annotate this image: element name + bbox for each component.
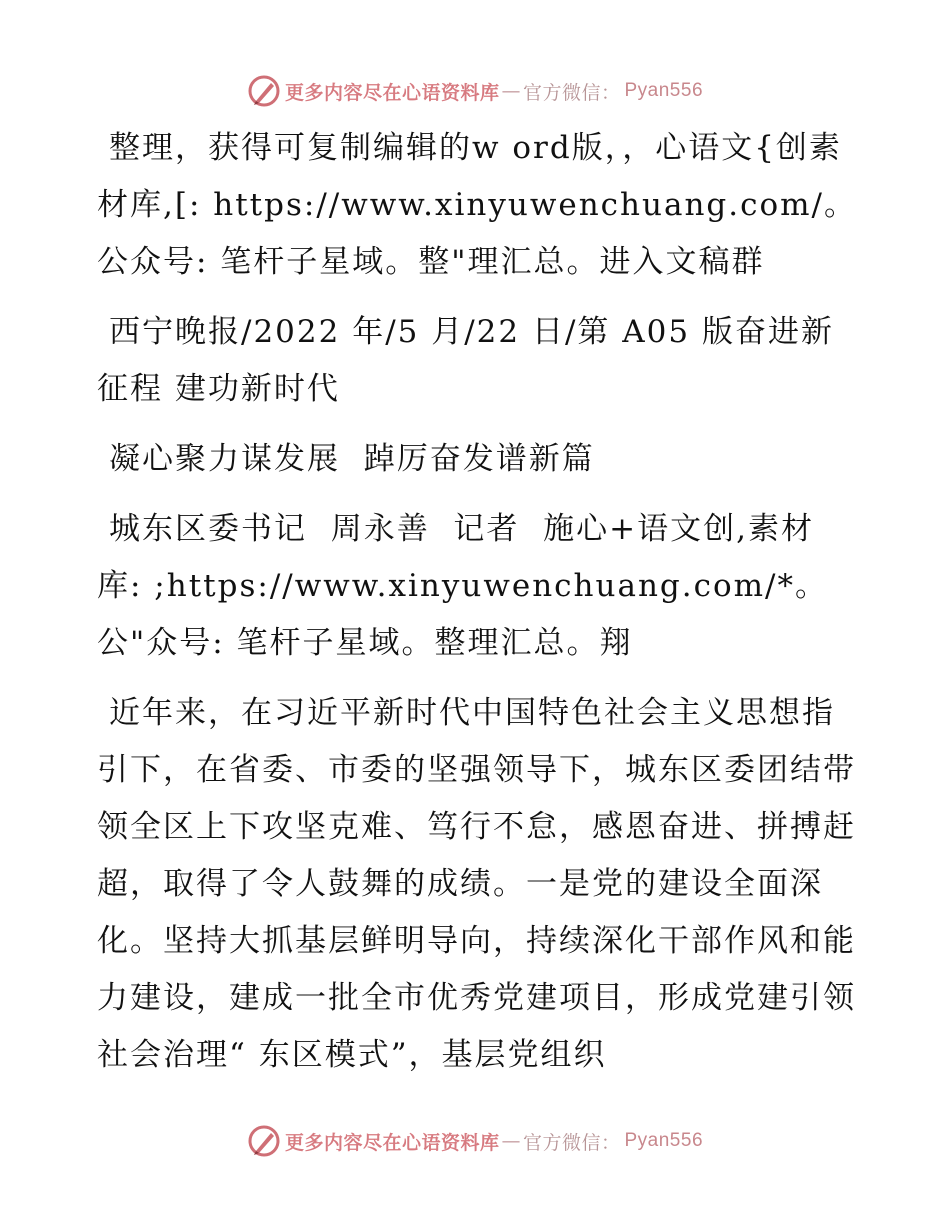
- document-body: [97, 120, 857, 1097]
- header-watermark: [0, 71, 950, 111]
- paragraph-body: 近年来，在习近平新时代中国特色社会主义思想指引下，在省委、市委的坚强领导下，城东区委团结带领全区上下攻坚克难、笃行不怠，感恩奋进、拼搏赶超，取得了令人鼓舞的成绩。一是党的建设全面深化。坚持大抓基层鲜明导向，持续深化干部作风和能力建设，建成一批全市优秀党建项目，形成党建引领社会治理“ 东区模式”，基层党组织: [97, 695, 856, 1073]
- paragraph-byline: 城东区委书记 周永善 记者 施心+语文创,素材库: ;https://www.xinyuwenchuang.com/*。公"众号: 笔杆子星域。整理汇总。翔: [97, 511, 828, 661]
- watermark-wechat-id: Pyan556: [624, 1130, 704, 1151]
- paragraph-source: 西宁晚报/2022 年/5 月/22 日/第 A05 版奋进新征程 建功新时代: [97, 314, 834, 407]
- article-title: 凝心聚力谋发展 踔厉奋发谱新篇: [109, 441, 595, 477]
- watermark-official-label: 官方微信：: [522, 1131, 621, 1154]
- pen-logo-icon: [247, 1124, 281, 1158]
- pen-logo-icon: [247, 74, 281, 108]
- watermark-wechat-id: Pyan556: [624, 80, 704, 101]
- paragraph-intro: 整理，获得可复制编辑的w ord版，，心语文{创素材库,[: https://www.xinyuwenchuang.com/。公众号: 笔杆子星域。整"理汇总。进入文稿群: [97, 130, 857, 280]
- watermark-main-text: 更多内容尽在心语资料库: [284, 1131, 500, 1154]
- watermark-separator: —: [501, 80, 521, 102]
- watermark-separator: —: [501, 1130, 521, 1152]
- watermark-main-text: 更多内容尽在心语资料库: [284, 81, 500, 104]
- footer-watermark: [0, 1121, 950, 1161]
- watermark-official-label: 官方微信：: [522, 81, 621, 104]
